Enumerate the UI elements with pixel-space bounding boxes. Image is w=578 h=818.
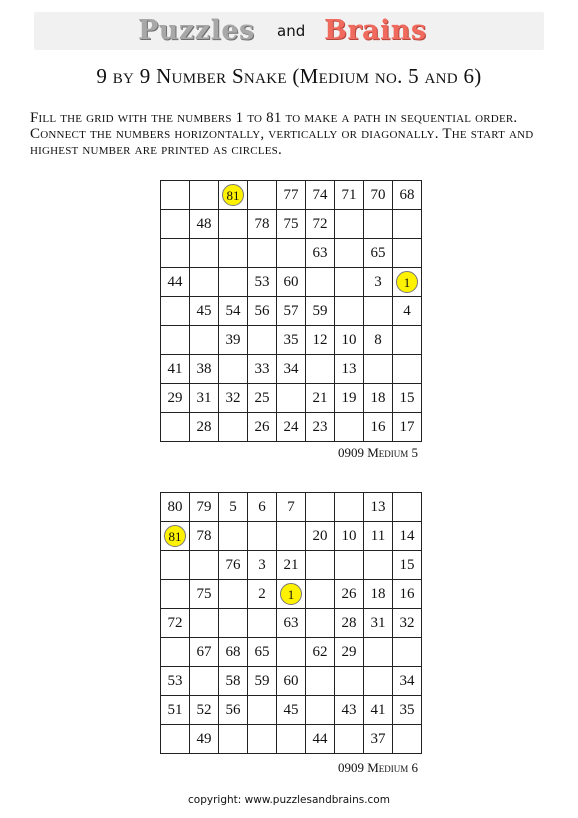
cell-number: 72 xyxy=(312,215,328,232)
cell-number: 16 xyxy=(370,418,386,435)
cell-number: 45 xyxy=(196,302,212,319)
grid-cell[interactable] xyxy=(277,551,306,580)
grid-cell[interactable] xyxy=(335,725,364,754)
grid-cell[interactable] xyxy=(393,725,422,754)
grid-cell[interactable] xyxy=(306,725,335,754)
grid-cell[interactable] xyxy=(161,181,190,210)
grid-cell[interactable] xyxy=(277,725,306,754)
cell-number: 72 xyxy=(167,614,183,631)
grid-cell[interactable] xyxy=(364,181,393,210)
grid-cell[interactable] xyxy=(364,638,393,667)
cell-number: 49 xyxy=(196,730,212,747)
cell-number: 15 xyxy=(399,389,415,406)
cell-number: 31 xyxy=(370,614,386,631)
grid-cell[interactable] xyxy=(277,609,306,638)
instructions-text: Fill the grid with the numbers 1 to 81 to make a path in sequential order. Connect the numbers horizontally, vertically or diagonally. The start and highest number are printed as circles. xyxy=(30,110,534,158)
grid-cell[interactable] xyxy=(248,725,277,754)
grid-cell[interactable] xyxy=(306,355,335,384)
cell-number: 12 xyxy=(312,331,328,348)
grid-cell[interactable] xyxy=(248,297,277,326)
grid-cell[interactable] xyxy=(219,551,248,580)
cell-number: 10 xyxy=(341,331,357,348)
cell-number: 67 xyxy=(196,643,212,660)
grid-cell[interactable] xyxy=(277,210,306,239)
cell-number: 48 xyxy=(196,215,212,232)
grid-cell[interactable] xyxy=(161,239,190,268)
grid-cell[interactable] xyxy=(190,384,219,413)
grid-cell[interactable] xyxy=(393,522,422,551)
grid-cell[interactable] xyxy=(190,609,219,638)
circled-number: 1 xyxy=(396,271,418,293)
cell-number: 26 xyxy=(254,418,270,435)
grid-cell[interactable] xyxy=(306,493,335,522)
grid-cell[interactable] xyxy=(161,580,190,609)
grid-cell[interactable] xyxy=(364,493,393,522)
cell-number: 56 xyxy=(225,701,241,718)
cell-number: 21 xyxy=(283,556,299,573)
grid-cell[interactable] xyxy=(190,522,219,551)
puzzle-grid-medium-6 xyxy=(160,492,422,754)
grid-cell[interactable] xyxy=(277,384,306,413)
cell-number: 32 xyxy=(225,389,241,406)
grid-cell[interactable] xyxy=(248,413,277,442)
cell-number: 68 xyxy=(225,643,241,660)
circled-number: 1 xyxy=(280,583,302,605)
circled-number: 81 xyxy=(222,184,244,206)
cell-number: 68 xyxy=(399,186,415,203)
grid-cell[interactable] xyxy=(190,239,219,268)
grid-cell[interactable] xyxy=(190,326,219,355)
grid-row xyxy=(161,210,422,239)
grid-cell[interactable] xyxy=(335,268,364,297)
grid-cell[interactable] xyxy=(161,493,190,522)
grid-cell[interactable] xyxy=(364,522,393,551)
cell-number: 10 xyxy=(341,527,357,544)
grid-cell[interactable] xyxy=(248,551,277,580)
grid-cell[interactable] xyxy=(306,551,335,580)
grid-cell[interactable] xyxy=(335,297,364,326)
cell-number: 32 xyxy=(399,614,415,631)
grid-cell[interactable] xyxy=(306,210,335,239)
cell-number: 11 xyxy=(370,527,386,544)
cell-number: 76 xyxy=(225,556,241,573)
cell-number: 31 xyxy=(196,389,212,406)
grid-cell[interactable] xyxy=(161,696,190,725)
grid-cell[interactable] xyxy=(393,210,422,239)
grid-cell[interactable] xyxy=(161,384,190,413)
cell-number: 3 xyxy=(258,556,266,573)
cell-number: 60 xyxy=(283,672,299,689)
grid-cell[interactable] xyxy=(393,609,422,638)
grid-cell[interactable] xyxy=(248,268,277,297)
grid-cell[interactable] xyxy=(219,239,248,268)
cell-number: 60 xyxy=(283,273,299,290)
grid-cell[interactable] xyxy=(248,210,277,239)
grid-row xyxy=(161,181,422,210)
grid-cell[interactable] xyxy=(393,181,422,210)
grid-cell[interactable] xyxy=(306,181,335,210)
grid-cell[interactable] xyxy=(364,326,393,355)
grid-cell[interactable] xyxy=(248,638,277,667)
cell-number: 38 xyxy=(196,360,212,377)
cell-number: 35 xyxy=(283,331,299,348)
cell-number: 41 xyxy=(370,701,386,718)
puzzle-caption-medium-6: 0909 Medium 6 xyxy=(337,760,418,775)
grid-cell[interactable] xyxy=(190,413,219,442)
brand-brains: Brains xyxy=(324,15,427,46)
grid-cell[interactable] xyxy=(335,667,364,696)
cell-number: 16 xyxy=(399,585,415,602)
grid-cell[interactable] xyxy=(306,609,335,638)
cell-number: 70 xyxy=(370,186,386,203)
cell-number: 18 xyxy=(370,585,386,602)
cell-number: 15 xyxy=(399,556,415,573)
grid-cell[interactable] xyxy=(364,609,393,638)
grid-row xyxy=(161,268,422,297)
grid-cell[interactable] xyxy=(393,326,422,355)
grid-cell[interactable] xyxy=(219,667,248,696)
grid-row xyxy=(161,239,422,268)
cell-number: 24 xyxy=(283,418,299,435)
grid-cell[interactable] xyxy=(306,384,335,413)
grid-cell[interactable] xyxy=(277,696,306,725)
cell-number: 28 xyxy=(196,418,212,435)
grid-row xyxy=(161,725,422,754)
cell-number: 29 xyxy=(167,389,183,406)
cell-number: 29 xyxy=(341,643,357,660)
grid-cell[interactable] xyxy=(219,493,248,522)
cell-number: 62 xyxy=(312,643,328,660)
grid-cell[interactable] xyxy=(364,384,393,413)
cell-number: 44 xyxy=(167,273,183,290)
grid-cell[interactable] xyxy=(335,239,364,268)
grid-cell[interactable] xyxy=(364,580,393,609)
grid-cell[interactable] xyxy=(393,413,422,442)
cell-number: 3 xyxy=(374,273,382,290)
cell-number: 53 xyxy=(167,672,183,689)
grid-row xyxy=(161,638,422,667)
grid-cell[interactable] xyxy=(335,181,364,210)
grid-cell[interactable] xyxy=(393,297,422,326)
grid-cell[interactable] xyxy=(190,667,219,696)
grid-cell[interactable] xyxy=(219,580,248,609)
grid-cell[interactable] xyxy=(364,551,393,580)
grid-cell[interactable] xyxy=(393,493,422,522)
grid-cell[interactable] xyxy=(335,696,364,725)
cell-number: 59 xyxy=(254,672,270,689)
grid-cell[interactable] xyxy=(306,413,335,442)
grid-cell[interactable] xyxy=(219,268,248,297)
cell-number: 39 xyxy=(225,331,241,348)
grid-cell[interactable] xyxy=(161,210,190,239)
grid-cell[interactable] xyxy=(219,181,248,210)
cell-number: 78 xyxy=(196,527,212,544)
grid-cell[interactable] xyxy=(219,210,248,239)
grid-cell[interactable] xyxy=(190,355,219,384)
grid-cell[interactable] xyxy=(306,638,335,667)
grid-cell[interactable] xyxy=(277,413,306,442)
cell-number: 5 xyxy=(229,498,237,515)
grid-row xyxy=(161,522,422,551)
cell-number: 21 xyxy=(312,389,328,406)
cell-number: 51 xyxy=(167,701,183,718)
grid-cell[interactable] xyxy=(248,609,277,638)
cell-number: 13 xyxy=(370,498,386,515)
grid-cell[interactable] xyxy=(277,355,306,384)
grid-cell[interactable] xyxy=(190,210,219,239)
cell-number: 57 xyxy=(283,302,299,319)
grid-cell[interactable] xyxy=(277,638,306,667)
cell-number: 13 xyxy=(341,360,357,377)
grid-cell[interactable] xyxy=(190,493,219,522)
cell-number: 33 xyxy=(254,360,270,377)
grid-cell[interactable] xyxy=(161,667,190,696)
grid-cell[interactable] xyxy=(393,239,422,268)
grid-cell[interactable] xyxy=(161,609,190,638)
circled-number: 81 xyxy=(164,525,186,547)
cell-number: 34 xyxy=(283,360,299,377)
cell-number: 7 xyxy=(287,498,295,515)
grid-row xyxy=(161,667,422,696)
grid-cell[interactable] xyxy=(335,551,364,580)
grid-cell[interactable] xyxy=(393,638,422,667)
grid-cell[interactable] xyxy=(393,667,422,696)
cell-number: 4 xyxy=(403,302,411,319)
header-banner xyxy=(34,12,544,50)
grid-cell[interactable] xyxy=(219,522,248,551)
puzzle-caption-medium-5: 0909 Medium 5 xyxy=(337,445,418,460)
grid-cell[interactable] xyxy=(161,297,190,326)
grid-cell[interactable] xyxy=(190,638,219,667)
grid-cell[interactable] xyxy=(335,210,364,239)
cell-number: 18 xyxy=(370,389,386,406)
grid-cell[interactable] xyxy=(306,268,335,297)
grid-cell[interactable] xyxy=(161,268,190,297)
grid-cell[interactable] xyxy=(219,326,248,355)
cell-number: 77 xyxy=(283,186,299,203)
cell-number: 59 xyxy=(312,302,328,319)
grid-cell[interactable] xyxy=(248,384,277,413)
grid-cell[interactable] xyxy=(393,355,422,384)
grid-cell[interactable] xyxy=(161,326,190,355)
grid-cell[interactable] xyxy=(190,181,219,210)
grid-cell[interactable] xyxy=(161,522,190,551)
grid-cell[interactable] xyxy=(248,580,277,609)
grid-cell[interactable] xyxy=(190,725,219,754)
cell-number: 58 xyxy=(225,672,241,689)
grid-cell[interactable] xyxy=(277,181,306,210)
grid-cell[interactable] xyxy=(364,355,393,384)
cell-number: 23 xyxy=(312,418,328,435)
grid-cell[interactable] xyxy=(306,239,335,268)
cell-number: 19 xyxy=(341,389,357,406)
grid-row xyxy=(161,384,422,413)
grid-cell[interactable] xyxy=(393,696,422,725)
grid-cell[interactable] xyxy=(306,522,335,551)
grid-cell[interactable] xyxy=(393,551,422,580)
grid-cell[interactable] xyxy=(248,326,277,355)
grid-cell[interactable] xyxy=(306,326,335,355)
grid-row xyxy=(161,493,422,522)
grid-cell[interactable] xyxy=(364,268,393,297)
grid-cell[interactable] xyxy=(306,297,335,326)
grid-cell[interactable] xyxy=(219,725,248,754)
grid-cell[interactable] xyxy=(248,181,277,210)
grid-cell[interactable] xyxy=(306,580,335,609)
cell-number: 17 xyxy=(399,418,415,435)
grid-cell[interactable] xyxy=(364,696,393,725)
grid-cell[interactable] xyxy=(364,413,393,442)
grid-cell[interactable] xyxy=(248,522,277,551)
grid-cell[interactable] xyxy=(277,326,306,355)
grid-cell[interactable] xyxy=(190,696,219,725)
grid-cell[interactable] xyxy=(219,609,248,638)
grid-cell[interactable] xyxy=(393,384,422,413)
cell-number: 78 xyxy=(254,215,270,232)
grid-cell[interactable] xyxy=(248,696,277,725)
grid-cell[interactable] xyxy=(306,696,335,725)
grid-cell[interactable] xyxy=(248,355,277,384)
grid-cell[interactable] xyxy=(335,638,364,667)
cell-number: 45 xyxy=(283,701,299,718)
cell-number: 65 xyxy=(370,244,386,261)
grid-cell[interactable] xyxy=(277,297,306,326)
grid-cell[interactable] xyxy=(190,297,219,326)
grid-cell[interactable] xyxy=(161,413,190,442)
cell-number: 75 xyxy=(283,215,299,232)
cell-number: 26 xyxy=(341,585,357,602)
grid-cell[interactable] xyxy=(393,580,422,609)
grid-row xyxy=(161,413,422,442)
cell-number: 52 xyxy=(196,701,212,718)
grid-cell[interactable] xyxy=(335,580,364,609)
cell-number: 80 xyxy=(167,498,183,515)
grid-cell[interactable] xyxy=(219,413,248,442)
grid-cell[interactable] xyxy=(277,667,306,696)
grid-cell[interactable] xyxy=(277,239,306,268)
cell-number: 75 xyxy=(196,585,212,602)
grid-cell[interactable] xyxy=(393,268,422,297)
grid-cell[interactable] xyxy=(364,239,393,268)
grid-cell[interactable] xyxy=(364,210,393,239)
cell-number: 53 xyxy=(254,273,270,290)
grid-row xyxy=(161,580,422,609)
cell-number: 34 xyxy=(399,672,415,689)
grid-cell[interactable] xyxy=(248,667,277,696)
grid-cell[interactable] xyxy=(335,609,364,638)
grid-cell[interactable] xyxy=(335,384,364,413)
cell-number: 14 xyxy=(399,527,415,544)
grid-cell[interactable] xyxy=(219,638,248,667)
cell-number: 65 xyxy=(254,643,270,660)
grid-cell[interactable] xyxy=(219,696,248,725)
grid-cell[interactable] xyxy=(335,493,364,522)
grid-cell[interactable] xyxy=(190,551,219,580)
cell-number: 54 xyxy=(225,302,241,319)
copyright-footer: copyright: www.puzzlesandbrains.com xyxy=(188,794,390,806)
grid-cell[interactable] xyxy=(219,384,248,413)
brand-and: and xyxy=(277,22,306,40)
grid-cell[interactable] xyxy=(335,522,364,551)
cell-number: 6 xyxy=(258,498,266,515)
puzzle-grid-medium-5 xyxy=(160,180,422,442)
grid-cell[interactable] xyxy=(335,326,364,355)
cell-number: 2 xyxy=(258,585,266,602)
cell-number: 63 xyxy=(283,614,299,631)
grid-cell[interactable] xyxy=(335,413,364,442)
grid-cell[interactable] xyxy=(364,297,393,326)
brand-puzzles: Puzzles xyxy=(138,15,255,46)
grid-row xyxy=(161,609,422,638)
grid-cell[interactable] xyxy=(219,355,248,384)
cell-number: 41 xyxy=(167,360,183,377)
grid-cell[interactable] xyxy=(364,667,393,696)
grid-cell[interactable] xyxy=(277,580,306,609)
grid-row xyxy=(161,355,422,384)
grid-row xyxy=(161,326,422,355)
grid-cell[interactable] xyxy=(190,268,219,297)
grid-cell[interactable] xyxy=(219,297,248,326)
grid-row xyxy=(161,551,422,580)
cell-number: 8 xyxy=(374,331,382,348)
cell-number: 71 xyxy=(341,186,357,203)
cell-number: 20 xyxy=(312,527,328,544)
grid-cell[interactable] xyxy=(277,268,306,297)
cell-number: 25 xyxy=(254,389,270,406)
grid-cell[interactable] xyxy=(161,551,190,580)
cell-number: 43 xyxy=(341,701,357,718)
page-title: 9 by 9 Number Snake (Medium no. 5 and 6) xyxy=(96,64,482,88)
grid-cell[interactable] xyxy=(248,493,277,522)
grid-cell[interactable] xyxy=(277,493,306,522)
cell-number: 79 xyxy=(196,498,212,515)
cell-number: 35 xyxy=(399,701,415,718)
grid-row xyxy=(161,696,422,725)
cell-number: 74 xyxy=(312,186,328,203)
grid-cell[interactable] xyxy=(335,355,364,384)
cell-number: 63 xyxy=(312,244,328,261)
grid-cell[interactable] xyxy=(161,638,190,667)
grid-cell[interactable] xyxy=(190,580,219,609)
cell-number: 28 xyxy=(341,614,357,631)
grid-cell[interactable] xyxy=(364,725,393,754)
grid-cell[interactable] xyxy=(161,725,190,754)
grid-cell[interactable] xyxy=(161,355,190,384)
grid-row xyxy=(161,297,422,326)
cell-number: 37 xyxy=(370,730,386,747)
cell-number: 56 xyxy=(254,302,270,319)
cell-number: 44 xyxy=(312,730,328,747)
grid-cell[interactable] xyxy=(306,667,335,696)
grid-cell[interactable] xyxy=(248,239,277,268)
grid-cell[interactable] xyxy=(277,522,306,551)
